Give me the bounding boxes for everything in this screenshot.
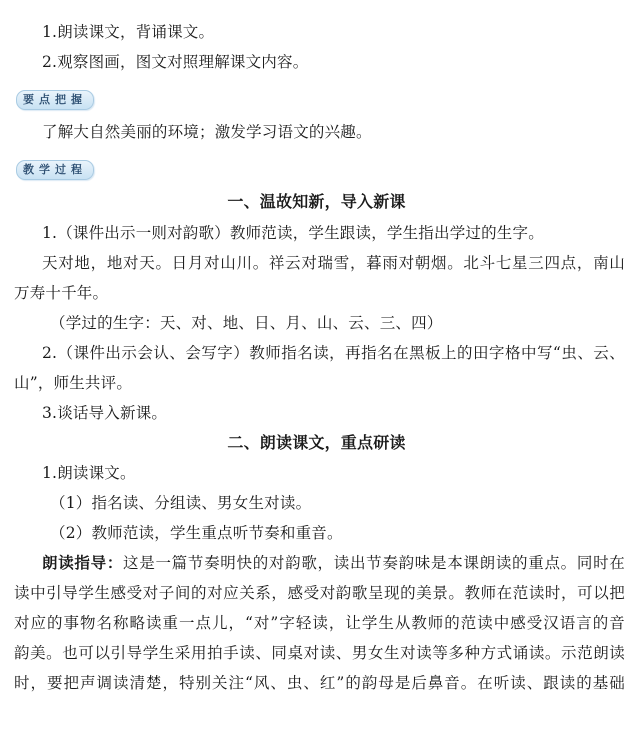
guide-line-1 — [42, 553, 625, 573]
section-1-title: 一、温故知新，导入新课 — [227, 192, 406, 211]
guide-line-3: 对应的事物名称略读重一点儿，“对”字轻读，让学生从教师的范读中感受汉语言的音 — [14, 614, 625, 632]
s2-line-2: （1）指名读、分组读、男女生对读。 — [50, 494, 312, 512]
guide-label: 朗读指导： — [42, 553, 124, 572]
s1-line-6: 山”，师生共评。 — [14, 374, 133, 392]
guide-line-2: 读中引导学生感受对子间的对应关系，感受对韵歌呈现的美景。教师在范读时，可以把 — [14, 584, 625, 602]
s1-line-4: （学过的生字：天、对、地、日、月、山、云、三、四） — [50, 314, 443, 332]
tag-key-points: 要点把握 — [16, 90, 94, 110]
section-2-title: 二、朗读课文，重点研读 — [227, 433, 406, 452]
guide-line-4: 韵美。也可以引导学生采用拍手读、同桌对读、男女生对读等多种方式诵读。示范朗读 — [14, 644, 625, 662]
s1-line-3: 万寿十千年。 — [14, 284, 109, 302]
objective-2: 2.观察图画，图文对照理解课文内容。 — [42, 53, 309, 71]
s1-line-7: 3.谈话导入新课。 — [42, 404, 168, 422]
s1-line-1: 1.（课件出示一则对韵歌）教师范读，学生跟读，学生指出学过的生字。 — [42, 224, 544, 242]
s1-line-5: 2.（课件出示会认、会写字）教师指名读，再指名在黑板上的田字格中写“虫、云、 — [42, 344, 625, 362]
key-point-text: 了解大自然美丽的环境；激发学习语文的兴趣。 — [42, 123, 372, 141]
s2-line-3: （2）教师范读，学生重点听节奏和重音。 — [50, 524, 343, 542]
guide-text-1: 这是一篇节奏明快的对韵歌，读出节奏韵味是本课朗读的重点。同时在 — [123, 554, 625, 572]
s2-line-1: 1.朗读课文。 — [42, 464, 136, 482]
tag-teaching-process: 教学过程 — [16, 160, 94, 180]
objective-1: 1.朗读课文，背诵课文。 — [42, 23, 215, 41]
s1-line-2: 天对地，地对天。日月对山川。祥云对瑞雪，暮雨对朝烟。北斗七星三四点，南山 — [42, 254, 625, 272]
guide-line-5: 时，要把声调读清楚，特别关注“风、虫、红”的韵母是后鼻音。在听读、跟读的基础 — [14, 674, 625, 692]
